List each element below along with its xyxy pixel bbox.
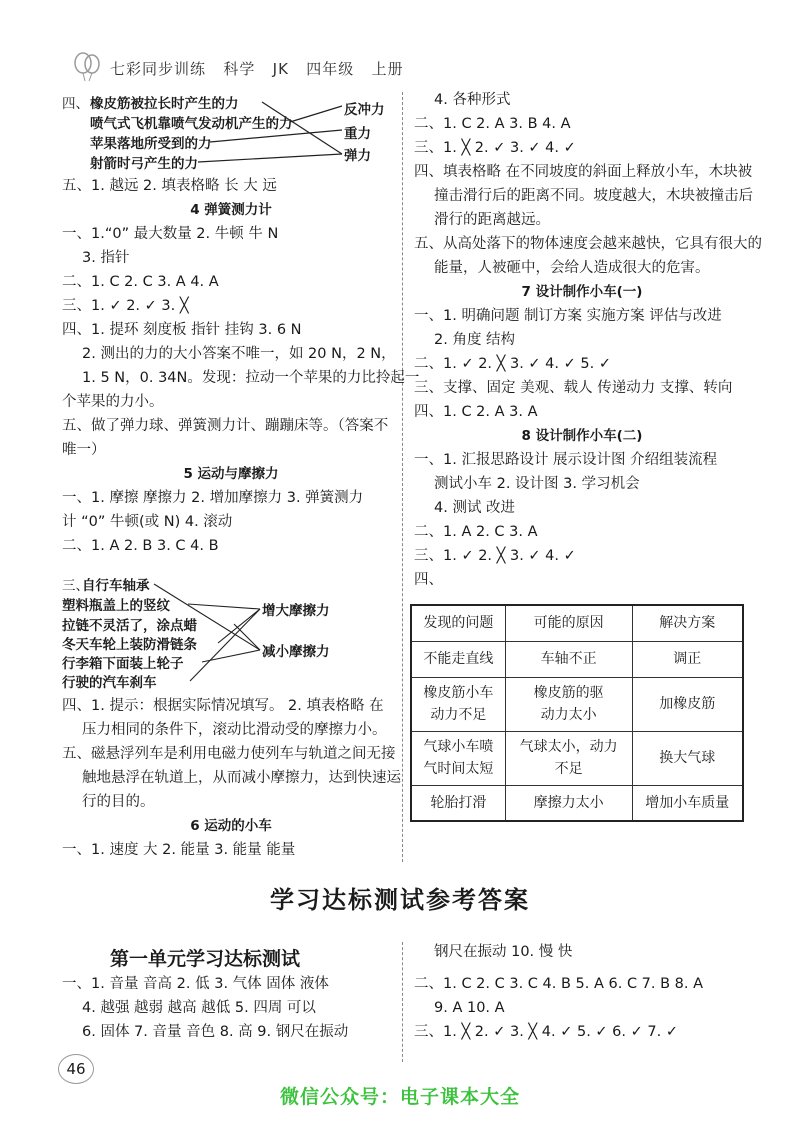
table-cell: 轮胎打滑 <box>411 785 505 821</box>
answer-line: 五、从高处落下的物体速度会越来越快，它具有很大的 <box>414 236 762 252</box>
volume: 上册 <box>371 60 404 78</box>
balloon-logo-icon <box>72 52 102 82</box>
match-left-item: 喷气式飞机靠喷气发动机产生的力 <box>90 116 293 132</box>
answer-line: 撞击滑行后的距离不同。坡度越大，木块被撞击后 <box>434 188 753 204</box>
section-title: 6 运动的小车 <box>190 818 272 834</box>
answer-line: 二、1. ✓ 2. ╳ 3. ✓ 4. ✓ 5. ✓ <box>414 356 611 372</box>
header-text <box>110 58 404 79</box>
column-divider <box>402 942 403 1062</box>
table-cell: 加橡皮筋 <box>632 677 743 731</box>
answer-line: 一、1. 明确问题 制订方案 实施方案 评估与改进 <box>414 308 722 324</box>
table-cell: 气球小车喷 气时间太短 <box>411 731 505 785</box>
answer-line: 4. 测试 改进 <box>434 500 516 516</box>
answer-line: 触地悬浮在轨道上，从而减小摩擦力，达到快速运 <box>82 770 401 786</box>
match-left-item: 苹果落地所受到的力 <box>90 136 212 152</box>
answer-line: 四、1. 提环 刻度板 指针 挂钩 3. 6 N <box>62 322 302 338</box>
unit-answers-left <box>62 972 400 1044</box>
answer-line: 四、 <box>414 572 443 588</box>
question-lead: 四、 <box>62 96 89 112</box>
answer-line: 一、1. 汇报思路设计 展示设计图 介绍组装流程 <box>414 452 718 468</box>
answer-line: 四、1. C 2. A 3. A <box>414 404 538 420</box>
force-matching-question <box>62 92 402 174</box>
answer-line: 二、1. C 2. C 3. C 4. B 5. A 6. C 7. B 8. A <box>414 976 704 992</box>
answer-line: 能量，人被砸中，会给人造成很大的危害。 <box>434 260 710 276</box>
edition: JK <box>272 60 289 78</box>
answer-line: 二、1. A 2. B 3. C 4. B <box>62 538 219 554</box>
answer-line: 三、1. ✓ 2. ✓ 3. ╳ <box>62 298 189 314</box>
table-header-row <box>411 605 743 641</box>
right-column <box>414 88 762 592</box>
answer-line: 一、1.“0” 最大数量 2. 牛顿 牛 N <box>62 226 279 242</box>
question-lead: 三、 <box>62 578 89 594</box>
match-left-item: 行李箱下面装上轮子 <box>62 656 184 672</box>
answer-line: 一、1. 音量 音高 2. 低 3. 气体 固体 液体 <box>62 976 329 992</box>
answer-line: 1. 5 N，0. 34N。发现：拉动一个苹果的力比拎起一 <box>82 370 420 386</box>
answer-line: 2. 测出的力的大小答案不唯一，如 20 N，2 N， <box>82 346 396 362</box>
answer-line: 测试小车 2. 设计图 3. 学习机会 <box>434 476 640 492</box>
table-cell: 换大气球 <box>632 731 743 785</box>
answer-line: 计 “0” 牛顿(或 N) 4. 滚动 <box>62 514 233 530</box>
answer-line: 三、支撑、固定 美观、载人 传递动力 支撑、转向 <box>414 380 733 396</box>
answer-line: 二、1. C 2. C 3. A 4. A <box>62 274 219 290</box>
grade: 四年级 <box>306 60 355 78</box>
table-row <box>411 731 743 785</box>
answer-line: 6. 固体 7. 音量 音色 8. 高 9. 钢尺在振动 <box>82 1024 349 1040</box>
unit-answers-right <box>414 940 750 1044</box>
main-title: 学习达标测试参考答案 <box>270 885 530 914</box>
answer-line: 五、做了弹力球、弹簧测力计、蹦蹦床等。（答案不 <box>62 418 389 434</box>
answer-line: 4. 各种形式 <box>434 92 511 108</box>
table-row <box>411 641 743 677</box>
answer-line: 9. A 10. A <box>434 1000 505 1016</box>
match-right-item: 减小摩擦力 <box>262 644 330 660</box>
match-left-item: 拉链不灵活了，涂点蜡 <box>62 618 197 634</box>
column-divider <box>402 92 403 862</box>
answer-line: 四、1. 提示：根据实际情况填写。 2. 填表格略 在 <box>62 698 384 714</box>
answer-line: 二、1. C 2. A 3. B 4. A <box>414 116 571 132</box>
subject: 科学 <box>223 60 256 78</box>
answer-line: 2. 角度 结构 <box>434 332 516 348</box>
answer-line: 五、1. 越远 2. 填表格略 长 大 远 <box>62 178 277 194</box>
matching-lines <box>62 92 402 174</box>
page-number: 46 <box>58 1054 94 1084</box>
answer-line: 3. 指针 <box>82 250 130 266</box>
table-cell: 橡皮筋小车 动力不足 <box>411 677 505 731</box>
answer-line: 五、磁悬浮列车是利用电磁力使列车与轨道之间无接 <box>62 746 396 762</box>
answer-line: 三、1. ╳ 2. ✓ 3. ╳ 4. ✓ 5. ✓ 6. ✓ 7. ✓ <box>414 1024 678 1040</box>
match-left-item: 冬天车轮上装防滑链条 <box>62 637 197 653</box>
table-cell: 气球太小，动力 不足 <box>505 731 632 785</box>
answer-line: 行的目的。 <box>82 794 155 810</box>
match-right-item: 反冲力 <box>344 102 385 118</box>
section-title: 5 运动与摩擦力 <box>183 466 279 482</box>
answer-line: 二、1. A 2. C 3. A <box>414 524 538 540</box>
table-cell: 不能走直线 <box>411 641 505 677</box>
match-right-item: 重力 <box>344 126 371 142</box>
answer-line: 个苹果的力小。 <box>62 394 164 410</box>
match-left-item: 自行车轴承 <box>82 578 150 594</box>
unit-title: 第一单元学习达标测试 <box>110 948 301 970</box>
match-left-item: 橡皮筋被拉长时产生的力 <box>90 96 239 112</box>
left-column-part1 <box>62 174 420 558</box>
table-cell: 车轴不正 <box>505 641 632 677</box>
series-name: 七彩同步训练 <box>110 60 207 78</box>
table-cell: 橡皮筋的驱 动力太小 <box>505 677 632 731</box>
table-header: 解决方案 <box>632 605 743 641</box>
answer-line: 四、填表格略 在不同坡度的斜面上释放小车，木块被 <box>414 164 753 180</box>
table-header: 可能的原因 <box>505 605 632 641</box>
watermark-text: 微信公众号：电子课本大全 <box>279 1086 520 1108</box>
answer-line: 钢尺在振动 10. 慢 快 <box>434 944 573 960</box>
answer-line: 唯一） <box>62 442 106 458</box>
answer-line: 滑行的距离越远。 <box>434 212 550 228</box>
answer-line: 三、1. ✓ 2. ╳ 3. ✓ 4. ✓ <box>414 548 576 564</box>
section-title: 8 设计制作小车(二) <box>521 428 643 444</box>
match-left-item: 射箭时弓产生的力 <box>90 156 198 172</box>
table-cell: 增加小车质量 <box>632 785 743 821</box>
answer-line: 压力相同的条件下，滚动比滑动受的摩擦力小。 <box>82 722 387 738</box>
solution-table <box>410 604 744 822</box>
table-row <box>411 677 743 731</box>
answer-line: 一、1. 摩擦 摩擦力 2. 增加摩擦力 3. 弹簧测力 <box>62 490 364 506</box>
match-left-item: 行驶的汽车刹车 <box>62 675 157 691</box>
table-header: 发现的问题 <box>411 605 505 641</box>
table-row <box>411 785 743 821</box>
match-right-item: 增大摩擦力 <box>262 603 330 619</box>
page-header <box>60 52 780 82</box>
matching-lines <box>62 574 402 690</box>
answer-line: 一、1. 速度 大 2. 能量 3. 能量 能量 <box>62 842 296 858</box>
answer-line: 4. 越强 越弱 越高 越低 5. 四周 可以 <box>82 1000 316 1016</box>
answer-line: 三、1. ╳ 2. ✓ 3. ✓ 4. ✓ <box>414 140 576 156</box>
match-right-item: 弹力 <box>344 148 371 164</box>
friction-matching-question <box>62 574 402 690</box>
table-cell: 摩擦力太小 <box>505 785 632 821</box>
section-title: 7 设计制作小车(一) <box>521 284 643 300</box>
match-left-item: 塑料瓶盖上的竖纹 <box>62 598 170 614</box>
left-column-part2 <box>62 694 400 862</box>
table-cell: 调正 <box>632 641 743 677</box>
section-title: 4 弹簧测力计 <box>190 202 272 218</box>
